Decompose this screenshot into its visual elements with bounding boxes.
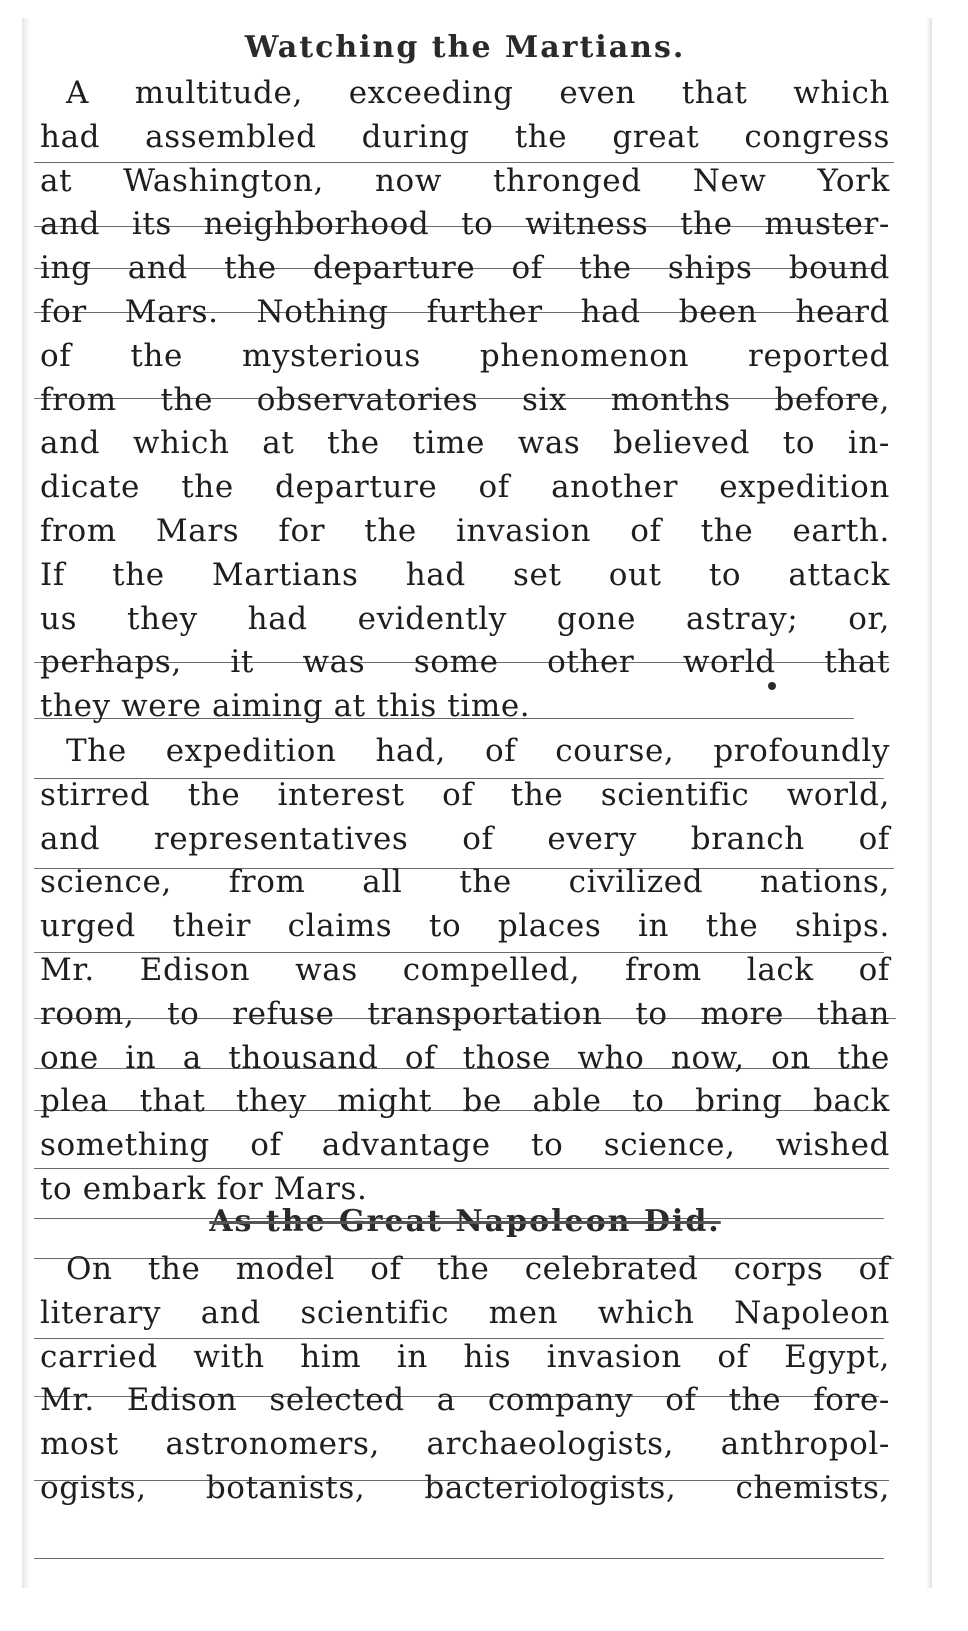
text-line: stirred the interest of the scientific world,	[40, 776, 890, 813]
text-line: Mr. Edison was compelled, from lack of	[40, 951, 890, 988]
text-line: something of advantage to science, wished	[40, 1127, 890, 1164]
text-line: perhaps, it was some other world that	[40, 644, 890, 681]
text-line: literary and scientific men which Napoleon	[40, 1294, 890, 1331]
text-line: and which at the time was believed to in-	[40, 425, 890, 462]
text-line: they were aiming at this time.	[40, 688, 531, 725]
print-rule	[34, 1558, 884, 1559]
paper-edge-left	[22, 18, 30, 1588]
text-line: Mr. Edison selected a company of the fore-	[40, 1382, 890, 1419]
newspaper-clipping	[22, 18, 932, 1588]
text-line: had assembled during the great congress	[40, 118, 890, 155]
text-line: from the observatories six months before,	[40, 381, 890, 418]
text-line: The expedition had, of course, profoundly	[66, 733, 890, 769]
text-line: for Mars. Nothing further had been heard	[40, 293, 890, 330]
text-line: carried with him in his invasion of Egypt,	[40, 1338, 890, 1375]
text-line: A multitude, exceeding even that which	[66, 75, 890, 111]
text-line: science, from all the civilized nations,	[40, 864, 890, 901]
article-subheadline: As the Great Napoleon Did.	[209, 1204, 721, 1239]
text-line: ing and the departure of the ships bound	[40, 250, 890, 287]
text-line: at Washington, now thronged New York	[40, 162, 890, 199]
paper-edge-right	[926, 18, 932, 1588]
text-line: and its neighborhood to witness the muster-	[40, 206, 890, 243]
paragraph-2	[40, 730, 890, 1212]
text-line: If the Martians had set out to attack	[40, 556, 890, 593]
text-line: from Mars for the invasion of the earth.	[40, 512, 890, 549]
text-line: one in a thousand of those who now, on the	[40, 1039, 890, 1076]
article-headline: Watching the Martians.	[244, 30, 686, 65]
text-line: of the mysterious phenomenon reported	[40, 337, 890, 374]
text-line: ogists, botanists, bacteriologists, chemists,	[40, 1469, 890, 1506]
paragraph-1	[40, 72, 890, 729]
text-line: and representatives of every branch of	[40, 820, 890, 857]
text-line: most astronomers, archaeologists, anthropol-	[40, 1426, 890, 1463]
paragraph-3	[40, 1248, 890, 1511]
text-line: urged their claims to places in the ships.	[40, 908, 890, 945]
text-line: dicate the departure of another expedition	[40, 469, 890, 506]
text-line: us they had evidently gone astray; or,	[40, 600, 890, 637]
text-line: plea that they might be able to bring back	[40, 1083, 890, 1120]
text-line: to embark for Mars.	[40, 1170, 368, 1207]
text-line: On the model of the celebrated corps of	[66, 1251, 890, 1287]
text-line: room, to refuse transportation to more than	[40, 995, 890, 1032]
